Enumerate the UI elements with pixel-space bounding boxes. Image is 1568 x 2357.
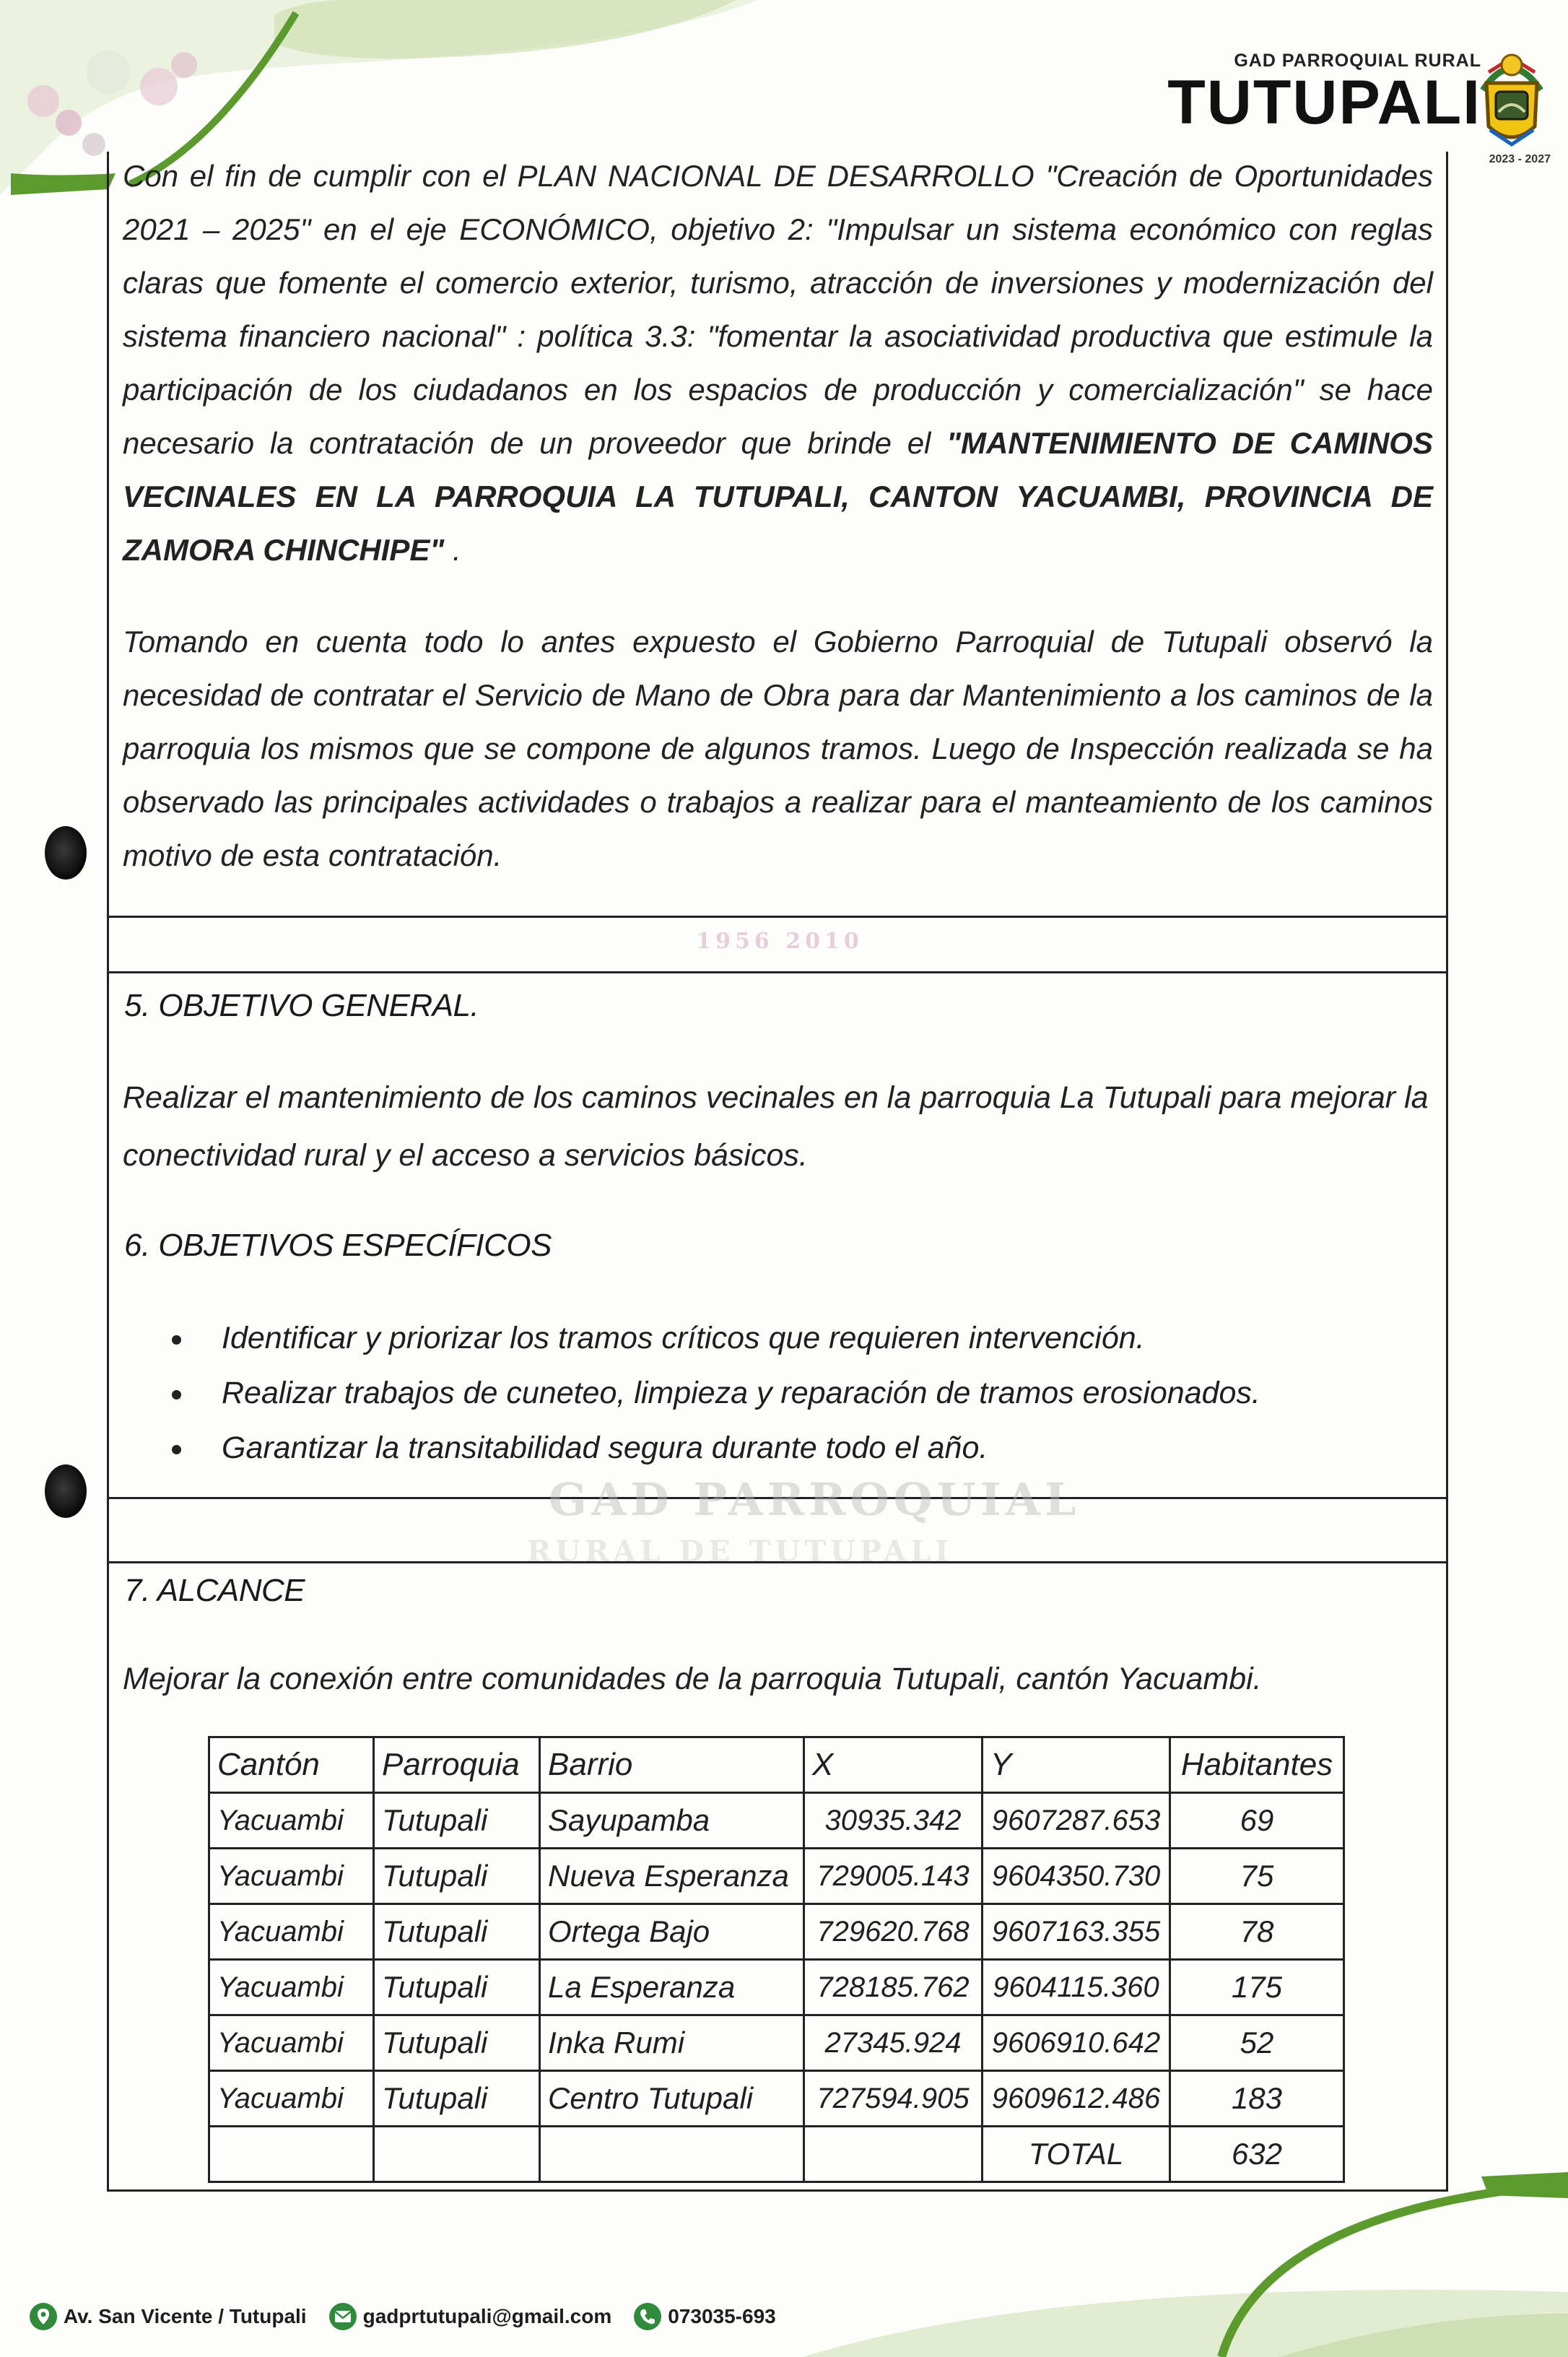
- table-cell: Yacuambi: [209, 1960, 374, 2015]
- table-cell: Ortega Bajo: [540, 1904, 804, 1960]
- table-row: [209, 1960, 1344, 2015]
- section-title-alcance: 7. ALCANCE: [124, 1573, 305, 1608]
- table-cell: 729005.143: [804, 1849, 983, 1904]
- watermark-years: 1956 2010: [696, 929, 863, 954]
- intro-paragraph-2: Tomando en cuenta todo lo antes expuesto el Gobierno Parroquial de Tutupali observó la necesidad de contratar el Servicio de Mano de Obra para dar Mantenimiento a los caminos de la parroquia los mismos que se compone de algunos tramos. Luego de Inspección realizada se ha observado las principales actividades o trabajos a realizar para el manteamiento de los caminos motivo de esta contratación.: [123, 625, 1433, 872]
- table-cell: Inka Rumi: [540, 2015, 804, 2071]
- contract-title: "MANTENIMIENTO DE CAMINOS VECINALES EN LA PARROQUIA LA TUTUPALI, CANTON YACUAMBI, PROVINCIA DE ZAMORA CHINCHIPE": [123, 426, 1433, 567]
- column-header: Parroquia: [374, 1737, 540, 1793]
- email-text[interactable]: gadprtutupali@gmail.com: [362, 2305, 612, 2327]
- table-row: [209, 1793, 1344, 1849]
- table-row: [209, 1904, 1344, 1960]
- table-cell: 9606910.642: [983, 2015, 1170, 2071]
- org-name: TUTUPALI: [1167, 68, 1481, 137]
- table-cell: Nueva Esperanza: [540, 1849, 804, 1904]
- divider: [107, 916, 1446, 918]
- table-cell: 727594.905: [804, 2071, 983, 2127]
- punch-hole: [45, 826, 87, 880]
- list-item: Garantizar la transitabilidad segura durante todo el año.: [166, 1420, 1260, 1475]
- table-cell: 175: [1170, 1960, 1344, 2015]
- table-row: [209, 1849, 1344, 1904]
- list-item: Identificar y priorizar los tramos críticos que requieren intervención.: [166, 1311, 1260, 1366]
- intro-end: .: [444, 533, 461, 567]
- table-cell: Centro Tutupali: [540, 2071, 804, 2127]
- table-cell: 9607287.653: [983, 1793, 1170, 1849]
- footer-address: [29, 2302, 307, 2331]
- column-header: Y: [983, 1737, 1170, 1793]
- table-cell: 9604350.730: [983, 1849, 1170, 1904]
- list-item: Realizar trabajos de cuneteo, limpieza y reparación de tramos erosionados.: [166, 1366, 1260, 1420]
- column-header: Cantón: [209, 1737, 374, 1793]
- table-cell: 9607163.355: [983, 1904, 1170, 1960]
- footer-email: [328, 2302, 612, 2331]
- watermark-text-2: [527, 1535, 953, 1568]
- table-cell: 75: [1170, 1849, 1344, 1904]
- watermark-text: [549, 1473, 1080, 1526]
- total-label: TOTAL: [983, 2127, 1170, 2182]
- table-cell: [209, 2127, 374, 2182]
- watermark-line-2: RURAL DE TUTUPALI: [527, 1535, 953, 1568]
- table-cell: [374, 2127, 540, 2182]
- location-pin-icon: [29, 2302, 58, 2331]
- table-cell: 69: [1170, 1793, 1344, 1849]
- table-cell: Yacuambi: [209, 2015, 374, 2071]
- column-header: X: [804, 1737, 983, 1793]
- table-cell: Yacuambi: [209, 1793, 374, 1849]
- table-cell: 9604115.360: [983, 1960, 1170, 2015]
- table-row: [209, 2071, 1344, 2127]
- intro-paragraph-1: [123, 149, 1433, 577]
- objetivo-general-text: Realizar el mantenimiento de los caminos vecinales en la parroquia La Tutupali para mejorar la conectividad rural y el acceso a servicios básicos.: [123, 1080, 1429, 1173]
- bottom-decoration: [774, 2169, 1568, 2357]
- watermark-band: [491, 929, 1068, 954]
- table-cell: Tutupali: [374, 2015, 540, 2071]
- table-cell: 728185.762: [804, 1960, 983, 2015]
- intro-text: Con el fin de cumplir con el PLAN NACIONAL DE DESARROLLO "Creación de Oportunidades 2021 – 2025" en el eje ECONÓMICO, objetivo 2: "Impulsar un sistema económico con reglas claras que fomente el comercio exterior, turismo, atracción de inversiones y modernización del sistema financiero nacional" : política 3.3: "fomentar la asociatividad productiva que estimule la participación de los ciudadanos en los espacios de producción y comercialización" se hace necesario la contratación de un proveedor que brinde el: [123, 159, 1433, 460]
- table-cell: La Esperanza: [540, 1960, 804, 2015]
- section-title-objetivos-especificos: 6. OBJETIVOS ESPECÍFICOS: [124, 1228, 552, 1263]
- email-icon: [328, 2302, 357, 2331]
- table-cell: 183: [1170, 2071, 1344, 2127]
- column-header: Barrio: [540, 1737, 804, 1793]
- footer-contact: [29, 2302, 790, 2331]
- letterhead: [1167, 51, 1481, 137]
- table-cell: [540, 2127, 804, 2182]
- alcance-text: Mejorar la conexión entre comunidades de la parroquia Tutupali, cantón Yacuambi.: [123, 1662, 1262, 1696]
- table-cell: Yacuambi: [209, 1849, 374, 1904]
- table-cell: Sayupamba: [540, 1793, 804, 1849]
- table-cell: Yacuambi: [209, 1904, 374, 1960]
- table-cell: 30935.342: [804, 1793, 983, 1849]
- column-header: Habitantes: [1170, 1737, 1344, 1793]
- table-cell: Tutupali: [374, 1849, 540, 1904]
- table-cell: Tutupali: [374, 1960, 540, 2015]
- phone-icon: [633, 2302, 662, 2331]
- table-cell: Tutupali: [374, 1904, 540, 1960]
- table-row: [209, 2015, 1344, 2071]
- org-subtitle: GAD PARROQUIAL RURAL: [1234, 51, 1481, 71]
- table-cell: 27345.924: [804, 2015, 983, 2071]
- punch-hole: [45, 1464, 87, 1518]
- table-cell: Tutupali: [374, 2071, 540, 2127]
- table-cell: Yacuambi: [209, 2071, 374, 2127]
- phone-text[interactable]: 073035-693: [668, 2305, 776, 2327]
- table-header-row: [209, 1737, 1344, 1793]
- section-title-objetivo-general: 5. OBJETIVO GENERAL.: [124, 988, 479, 1023]
- period-label: 2023 - 2027: [1489, 153, 1551, 165]
- table-cell: 78: [1170, 1904, 1344, 1960]
- parish-emblem-icon: [1468, 40, 1555, 166]
- address-text: Av. San Vicente / Tutupali: [64, 2305, 307, 2327]
- divider: [107, 971, 1446, 973]
- table-cell: Tutupali: [374, 1793, 540, 1849]
- objetivos-especificos-list: [166, 1311, 1260, 1475]
- table-cell: 729620.768: [804, 1904, 983, 1960]
- footer-phone: [633, 2302, 775, 2331]
- watermark-line-1: GAD PARROQUIAL: [549, 1473, 1081, 1526]
- communities-table: [208, 1736, 1345, 2183]
- table-cell: 9609612.486: [983, 2071, 1170, 2127]
- table-cell: 52: [1170, 2015, 1344, 2071]
- total-value: 632: [1170, 2127, 1344, 2182]
